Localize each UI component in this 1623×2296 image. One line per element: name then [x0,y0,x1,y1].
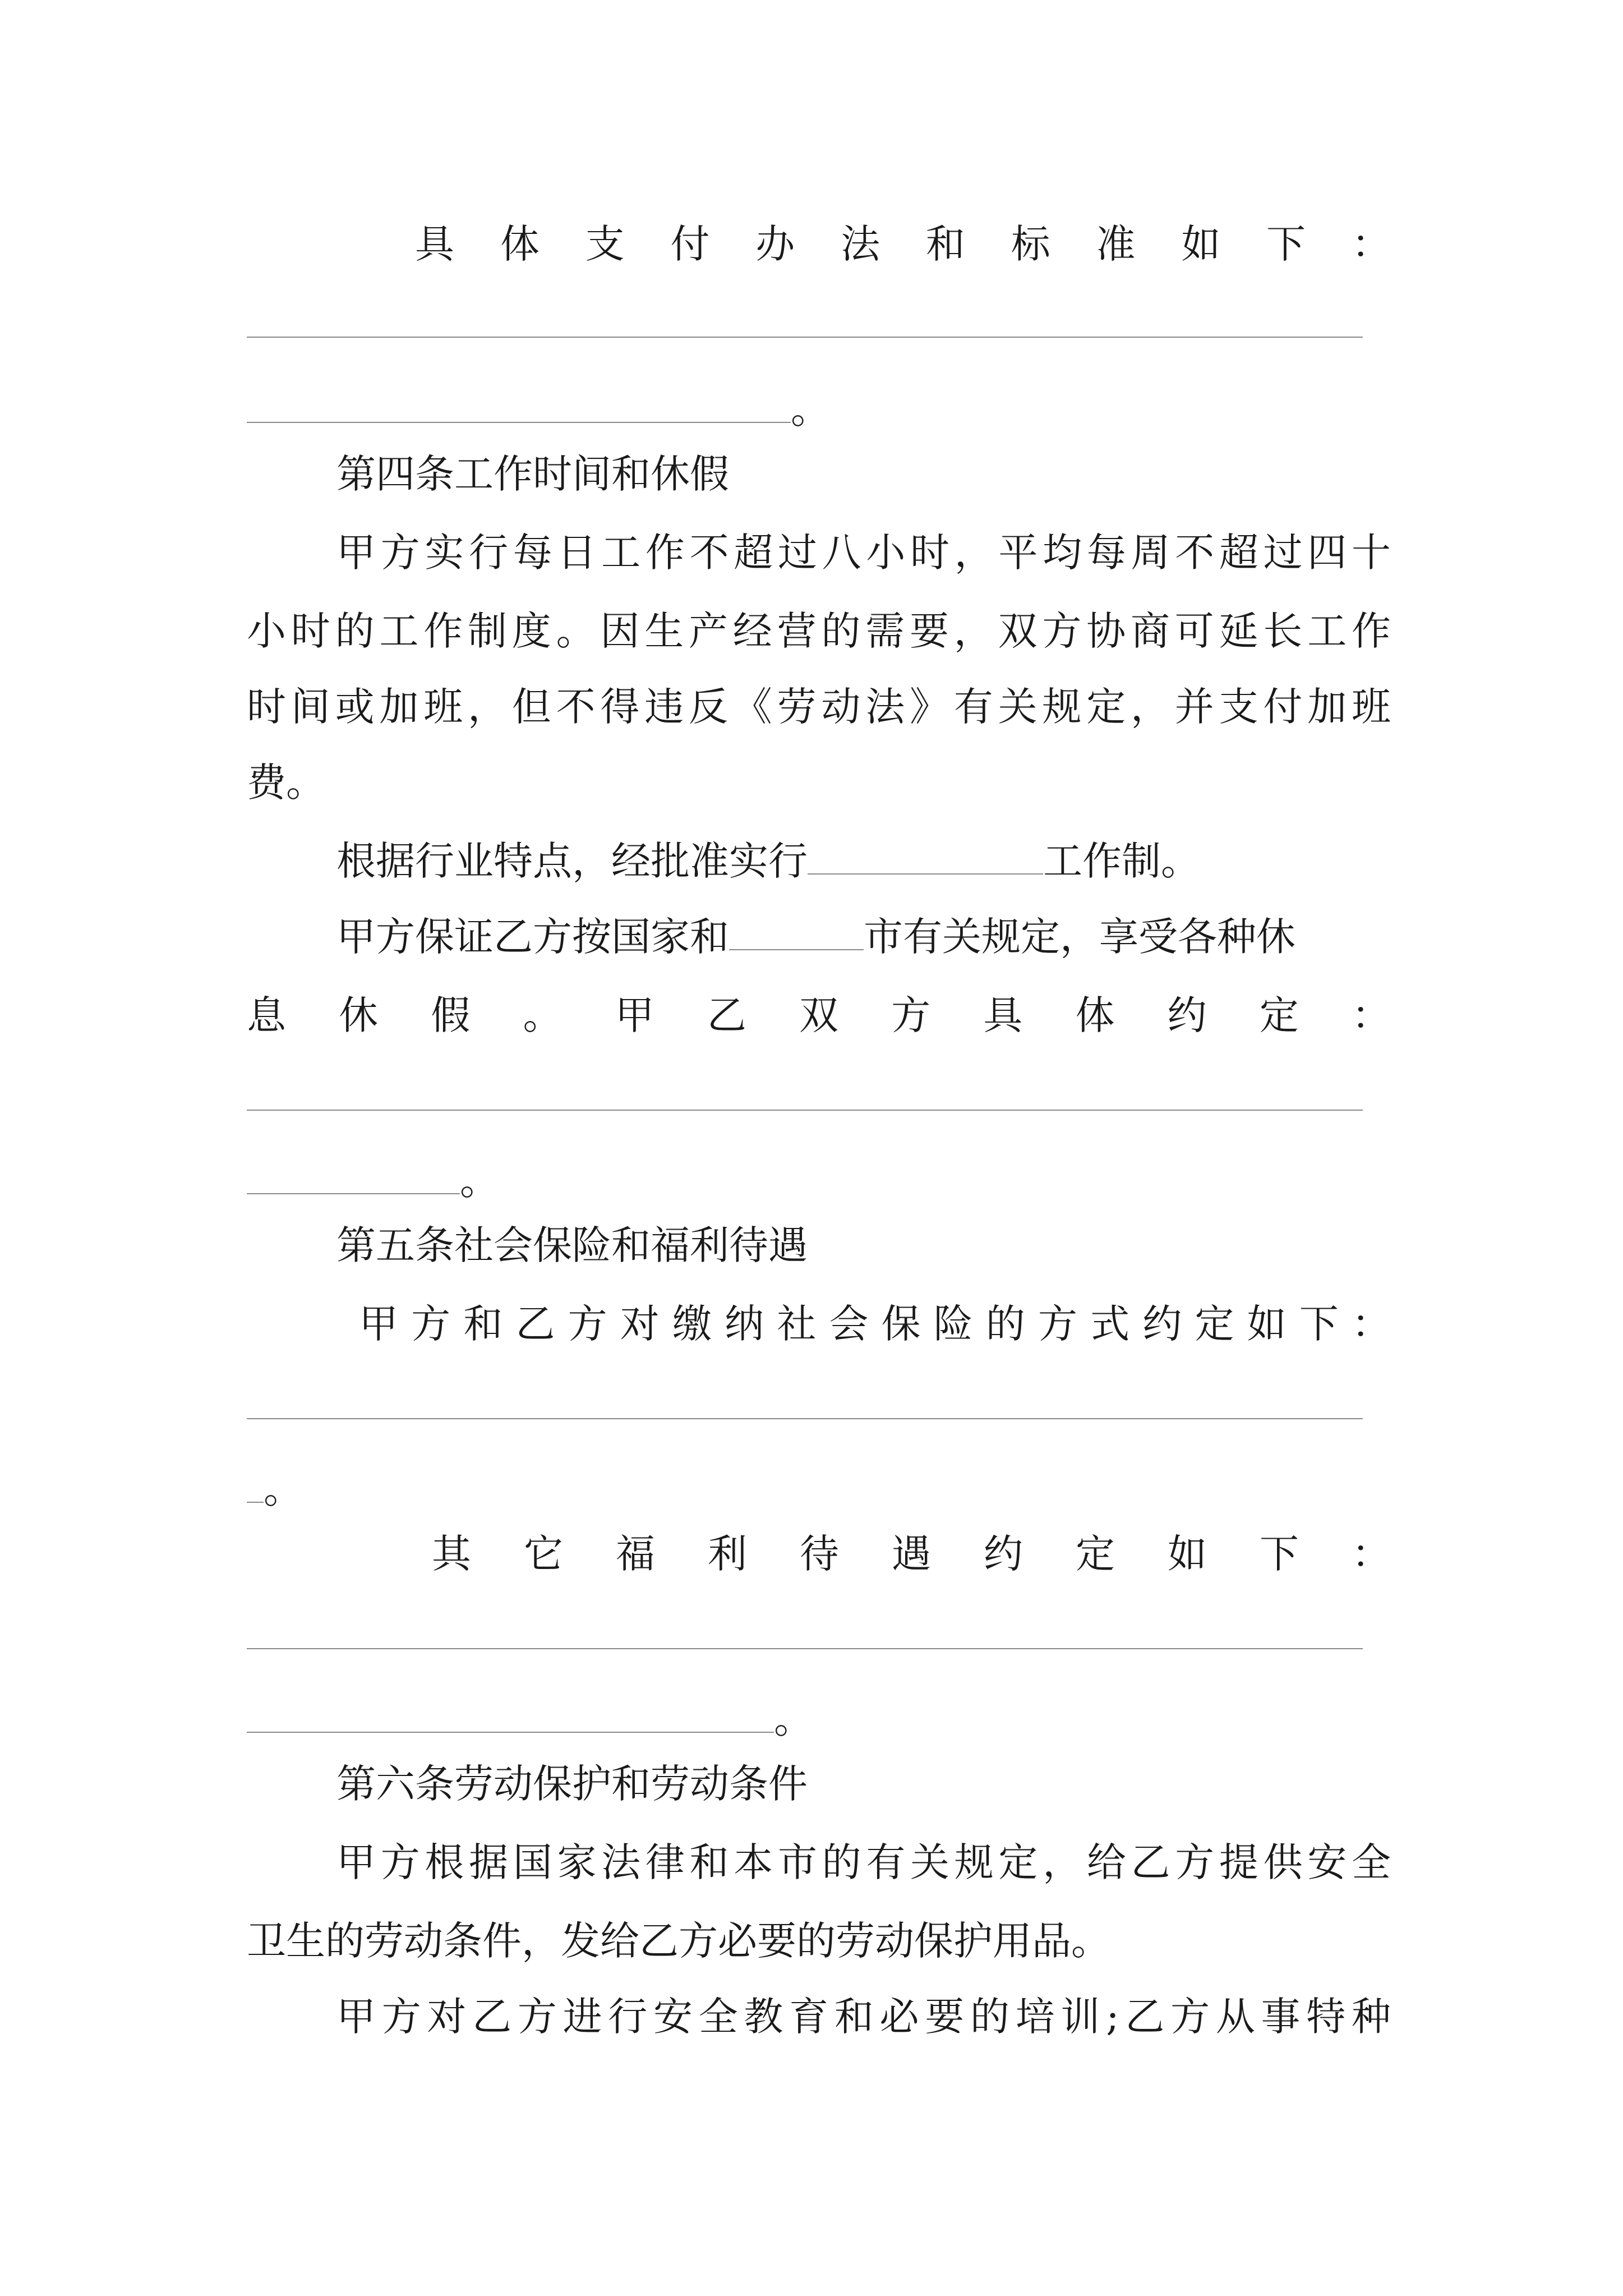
work-system-line [336,833,1391,889]
article-6-heading: 第六条劳动保护和劳动条件 [336,1761,808,1807]
rest-leave-text: 甲方保证乙方按国家和 [336,914,729,960]
fill-in-line [247,1691,1391,1747]
work-system-text-end: 工作制。 [1043,838,1200,884]
blank-field [247,1154,460,1194]
article-6-para-line: 甲方根据国家法律和本市的有关规定，给乙方提供安全 [336,1839,1391,1885]
blank-field [247,1692,774,1733]
social-insurance-line: 甲方和乙方对缴纳社会保险的方式约定如下： [359,1301,1391,1347]
article-4-para-line: 时间或加班，但不得违反《劳动法》有关规定，并支付加班 [247,684,1391,730]
payment-method-line: 具体支付办法和标准如下： [415,221,1391,267]
blank-field [247,383,791,423]
article-6-para-line: 卫生的劳动条件，发给乙方必要的劳动保护用品。 [247,1918,1110,1964]
period: 。 [791,386,830,432]
rest-leave-line [336,909,1391,965]
period: 。 [460,1158,499,1204]
article-4-para-line: 甲方实行每日工作不超过八小时，平均每周不超过四十 [336,530,1391,576]
article-4-para-line: 费。 [247,760,325,806]
fill-in-line [247,1461,1391,1517]
blank-field [808,834,1043,875]
period: 。 [774,1696,813,1742]
article-4-para-line: 小时的工作制度。因生产经营的需要，双方协商可延长工作 [247,608,1391,654]
rest-leave-agreement-line: 息休假。甲乙双方具体约定： [247,992,1391,1038]
fill-in-line [247,381,1391,438]
fill-in-rule [247,1110,1363,1111]
fill-in-rule [247,1648,1363,1649]
fill-in-rule [247,1418,1363,1419]
other-benefits-line: 其它福利待遇约定如下： [432,1531,1391,1577]
rest-leave-text-end: 市有关规定，享受各种休 [864,914,1295,960]
blank-field [247,1462,264,1503]
fill-in-rule [247,337,1363,338]
article-6-para-line: 甲方对乙方进行安全教育和必要的培训;乙方从事特种 [336,1994,1391,2040]
blank-field [729,910,864,950]
article-4-heading: 第四条工作时间和休假 [336,451,729,497]
fill-in-line [247,1153,1391,1209]
article-5-heading: 第五条社会保险和福利待遇 [336,1222,808,1268]
work-system-text: 根据行业特点，经批准实行 [336,838,808,884]
period: 。 [264,1466,303,1512]
